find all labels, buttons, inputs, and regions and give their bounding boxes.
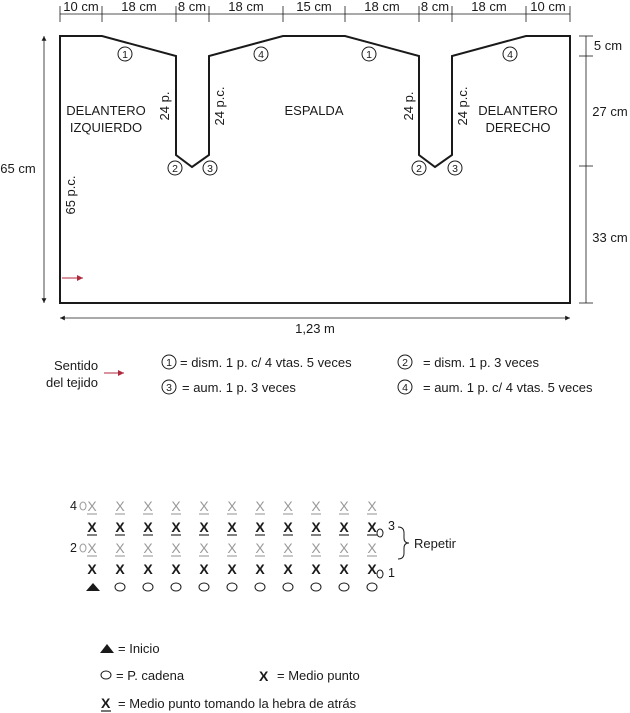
row2-start-chain <box>80 544 86 552</box>
legend-back-loop: = Medio punto tomando la hebra de atrás <box>118 696 357 711</box>
dim-top-2: 18 cm <box>121 0 157 14</box>
legend-num-4: 4 <box>402 382 408 394</box>
step-marker-2-left <box>168 161 182 175</box>
label-left-slot-right: 24 p.c. <box>212 86 227 126</box>
label-back: ESPALDA <box>284 103 344 118</box>
svg-text:2: 2 <box>416 163 422 175</box>
row2-stitch: X <box>367 540 377 556</box>
row4-start-chain <box>80 502 86 510</box>
row4-stitch: X <box>143 498 153 514</box>
step-marker-4-left <box>254 47 268 61</box>
legend-text-1: = dism. 1 p. c/ 4 vtas. 5 veces <box>180 355 352 370</box>
dim-left-height: 65 cm <box>0 161 36 176</box>
row1-stitch: X <box>87 561 97 577</box>
row2-stitch: X <box>115 540 125 556</box>
dim-top-1: 10 cm <box>63 0 99 14</box>
row4-stitch: X <box>227 498 237 514</box>
row3-stitch: X <box>171 519 181 535</box>
label-right-front-1: DELANTERO <box>478 103 558 118</box>
row1-stitch: X <box>255 561 265 577</box>
dim-top-4: 18 cm <box>228 0 264 14</box>
foundation-chain <box>311 583 321 591</box>
legend-text-4: = aum. 1 p. c/ 4 vtas. 5 veces <box>423 380 593 395</box>
row1-stitch: X <box>115 561 125 577</box>
row1-stitch: X <box>199 561 209 577</box>
legend-chain-icon <box>101 671 111 679</box>
svg-text:3: 3 <box>207 163 213 175</box>
row4-stitch: X <box>311 498 321 514</box>
svg-text:4: 4 <box>507 49 513 61</box>
repeat-label: Repetir <box>414 536 456 551</box>
row-number-1: 1 <box>388 566 395 580</box>
row3-stitch: X <box>339 519 349 535</box>
foundation-chain <box>227 583 237 591</box>
garment-outline <box>60 36 570 303</box>
foundation-chain <box>171 583 181 591</box>
start-triangle <box>86 583 100 591</box>
legend-back-loop-icon: X <box>101 695 111 711</box>
row1-end-chain <box>377 570 383 578</box>
dim-top-8: 18 cm <box>471 0 507 14</box>
row-number-3: 3 <box>388 519 395 533</box>
svg-text:4: 4 <box>258 49 264 61</box>
label-left-front-2: IZQUIERDO <box>69 120 143 135</box>
row1-stitch: X <box>143 561 153 577</box>
dim-right-1: 5 cm <box>593 38 623 53</box>
row2-stitch: X <box>227 540 237 556</box>
row3-stitch: X <box>87 519 97 535</box>
row2-stitch: X <box>199 540 209 556</box>
label-left-front-1: DELANTERO <box>66 103 146 118</box>
row2-stitch: X <box>171 540 181 556</box>
row3-stitch: X <box>367 519 377 535</box>
row2-stitch: X <box>87 540 97 556</box>
dim-right-3: 33 cm <box>592 230 628 245</box>
foundation-chain <box>115 583 125 591</box>
row1-stitch: X <box>339 561 349 577</box>
chart-legend <box>100 641 360 711</box>
row2-stitch: X <box>311 540 321 556</box>
repeat-brace <box>398 527 409 559</box>
svg-text:1: 1 <box>366 49 372 61</box>
row3-end-chain <box>377 529 383 537</box>
foundation-chain <box>367 583 377 591</box>
row4-stitch: X <box>87 498 97 514</box>
row2-stitch: X <box>255 540 265 556</box>
row1-stitch: X <box>171 561 181 577</box>
foundation-chain <box>143 583 153 591</box>
legend-start-icon <box>100 644 114 653</box>
foundation-chain <box>339 583 349 591</box>
row3-stitch: X <box>283 519 293 535</box>
foundation-chain <box>255 583 265 591</box>
row3-stitch: X <box>255 519 265 535</box>
legend-start: = Inicio <box>118 641 160 656</box>
legend-text-3: = aum. 1 p. 3 veces <box>182 380 296 395</box>
row1-stitch: X <box>367 561 377 577</box>
step-marker-2-right <box>412 161 426 175</box>
row1-stitch: X <box>311 561 321 577</box>
dim-top-9: 10 cm <box>530 0 566 14</box>
step-marker-1-left <box>118 47 132 61</box>
step-marker-4-right <box>503 47 517 61</box>
foundation-chain <box>199 583 209 591</box>
dim-top-6: 18 cm <box>364 0 400 14</box>
row4-stitch: X <box>367 498 377 514</box>
row-number-2: 2 <box>70 541 77 555</box>
dim-top-7: 8 cm <box>420 0 450 14</box>
row2-stitch: X <box>339 540 349 556</box>
row4-stitch: X <box>339 498 349 514</box>
row4-stitch: X <box>283 498 293 514</box>
left-dimension <box>0 36 44 303</box>
row2-stitch: X <box>283 540 293 556</box>
legend <box>46 355 593 395</box>
row4-stitch: X <box>255 498 265 514</box>
row4-stitch: X <box>171 498 181 514</box>
row1-stitch: X <box>227 561 237 577</box>
row-number-4: 4 <box>70 499 77 513</box>
label-right-slot-right: 24 p.c. <box>455 86 470 126</box>
foundation-chain <box>283 583 293 591</box>
right-dimensions <box>579 36 628 303</box>
row1-stitch: X <box>283 561 293 577</box>
dim-bottom-width: 1,23 m <box>295 321 335 336</box>
svg-text:1: 1 <box>122 49 128 61</box>
bottom-dimension <box>60 318 570 336</box>
svg-text:3: 3 <box>452 163 458 175</box>
legend-direction-1: Sentido <box>53 358 99 373</box>
legend-text-2: = dism. 1 p. 3 veces <box>423 355 539 370</box>
row3-stitch: X <box>199 519 209 535</box>
dim-right-2: 27 cm <box>592 104 628 119</box>
legend-direction-2: del tejido <box>45 375 99 390</box>
dim-top-3: 8 cm <box>177 0 207 14</box>
dim-top-5: 15 cm <box>296 0 332 14</box>
stitch-chart <box>70 498 457 591</box>
row3-stitch: X <box>227 519 237 535</box>
legend-chain: = P. cadena <box>116 668 185 683</box>
row4-stitch: X <box>199 498 209 514</box>
label-left-slot-left: 24 p. <box>157 91 172 121</box>
legend-single-crochet: = Medio punto <box>277 668 360 683</box>
top-dimensions <box>60 0 570 22</box>
row3-stitch: X <box>115 519 125 535</box>
row2-stitch: X <box>143 540 153 556</box>
label-right-front-2: DERECHO <box>485 120 551 135</box>
step-marker-3-right <box>448 161 462 175</box>
row3-stitch: X <box>311 519 321 535</box>
legend-single-crochet-icon: X <box>259 668 269 684</box>
step-marker-3-left <box>203 161 217 175</box>
row3-stitch: X <box>143 519 153 535</box>
svg-text:2: 2 <box>172 163 178 175</box>
legend-num-3: 3 <box>166 382 172 394</box>
legend-num-1: 1 <box>166 357 172 369</box>
legend-num-2: 2 <box>402 357 408 369</box>
step-marker-1-right <box>362 47 376 61</box>
row4-stitch: X <box>115 498 125 514</box>
label-right-slot-left: 24 p. <box>401 91 416 121</box>
label-left-edge: 65 p.c. <box>63 175 78 215</box>
